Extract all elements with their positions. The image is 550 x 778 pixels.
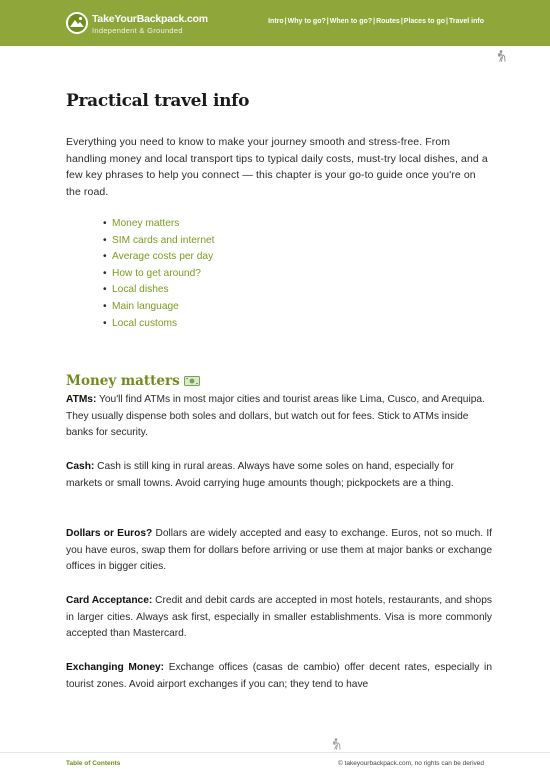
footer-divider [0,752,550,753]
list-item [103,216,215,233]
brand-name[interactable]: TakeYourBackpack.com [92,13,208,25]
money-icon [184,375,200,387]
nav-link-places-to-go[interactable]: Places to go [403,18,446,25]
hiker-icon [496,50,506,62]
bullet: • [103,317,107,329]
list-item [103,266,215,283]
toc-link-average-costs[interactable]: Average costs per day [112,251,214,263]
list-item [103,233,215,250]
paragraph-text: Credit and debit cards are accepted in most hotels, restaurants, and shops in larger cities. Always ask first, especially in smaller establishments. Visa is more commonly accepted than Mastercard. [66,595,492,639]
footer-table-of-contents-link[interactable]: Table of Contents [66,760,121,767]
paragraph-label: Cash: [66,461,95,472]
paragraph-cash [66,459,492,492]
paragraph-dollars-or-euros [66,526,492,576]
bullet: • [103,267,107,279]
paragraph-atms [66,392,492,442]
toc-link-main-language[interactable]: Main language [112,300,179,312]
nav-separator: | [400,18,403,25]
bullet: • [103,251,107,263]
paragraph-label: Exchanging Money: [66,662,165,673]
paragraph-label: Card Acceptance: [66,595,153,606]
nav-separator: | [373,18,376,25]
paragraph-text: Cash is still king in rural areas. Always have some soles on hand, especially for markets or small towns. Avoid carrying huge amounts though; pickpockets are a thing. [66,461,454,489]
paragraph-label: Dollars or Euros? [66,528,153,539]
toc-link-money-matters[interactable]: Money matters [112,218,180,229]
toc-link-local-dishes[interactable]: Local dishes [112,284,169,296]
toc-link-sim-cards[interactable]: SIM cards and internet [112,234,215,246]
nav-link-travel-info[interactable]: Travel info [448,18,484,25]
bullet: • [103,300,107,312]
nav-link-why-to-go[interactable]: Why to go? [287,18,326,25]
section-heading-money-matters [66,373,200,389]
paragraph-text: You'll find ATMs in most major cities and tourist areas like Lima, Cusco, and Arequipa. They usually dispense both soles and dollars, but watch out for fees. Stick to ATMs inside banks for security. [66,394,485,438]
paragraph-card-acceptance [66,593,492,643]
bullet: • [103,234,107,246]
section-heading-text: Money matters [66,373,180,389]
paragraph-exchanging-money [66,660,492,693]
list-item [103,316,215,333]
page-header [0,0,550,46]
intro-paragraph: Everything you need to know to make your journey smooth and stress-free. From handling money and local transport tips to typical daily costs, must-try local dishes, and a few key phrases to help you connect — this chapter is your go-to guide once you're on the road. [66,136,488,199]
paragraph-label: ATMs: [66,394,97,405]
list-item [103,282,215,299]
footer-copyright: © takeyourbackpack.com, no rights can be derived [337,760,484,767]
nav-link-routes[interactable]: Routes [376,18,400,25]
bullet: • [103,284,107,296]
bullet: • [103,218,107,229]
paragraph-text: Exchange offices (casas de cambio) offer decent rates, especially in tourist zones. Avoid airport exchanges if you can; they tend to have [66,662,492,690]
toc-link-get-around[interactable]: How to get around? [112,267,201,279]
hiker-icon [331,738,341,750]
nav-link-when-to-go[interactable]: When to go? [329,18,373,25]
paragraph-text: Dollars are widely accepted and easy to exchange. Euros, not so much. If you have euros, swap them for dollars before arriving or use them at major banks or exchange offices in bigger cities. [66,528,493,572]
page-title: Practical travel info [66,91,250,111]
top-navigation [268,18,484,25]
chapter-contents [103,216,215,332]
brand-tagline: Independent & Grounded [92,26,183,35]
nav-separator: | [284,18,287,25]
nav-separator: | [326,18,329,25]
toc-link-local-customs[interactable]: Local customs [112,317,178,329]
backpack-logo-icon[interactable] [66,12,88,34]
nav-link-intro[interactable]: Intro [268,18,284,25]
list-item [103,249,215,266]
nav-separator: | [446,18,448,25]
list-item [103,299,215,316]
